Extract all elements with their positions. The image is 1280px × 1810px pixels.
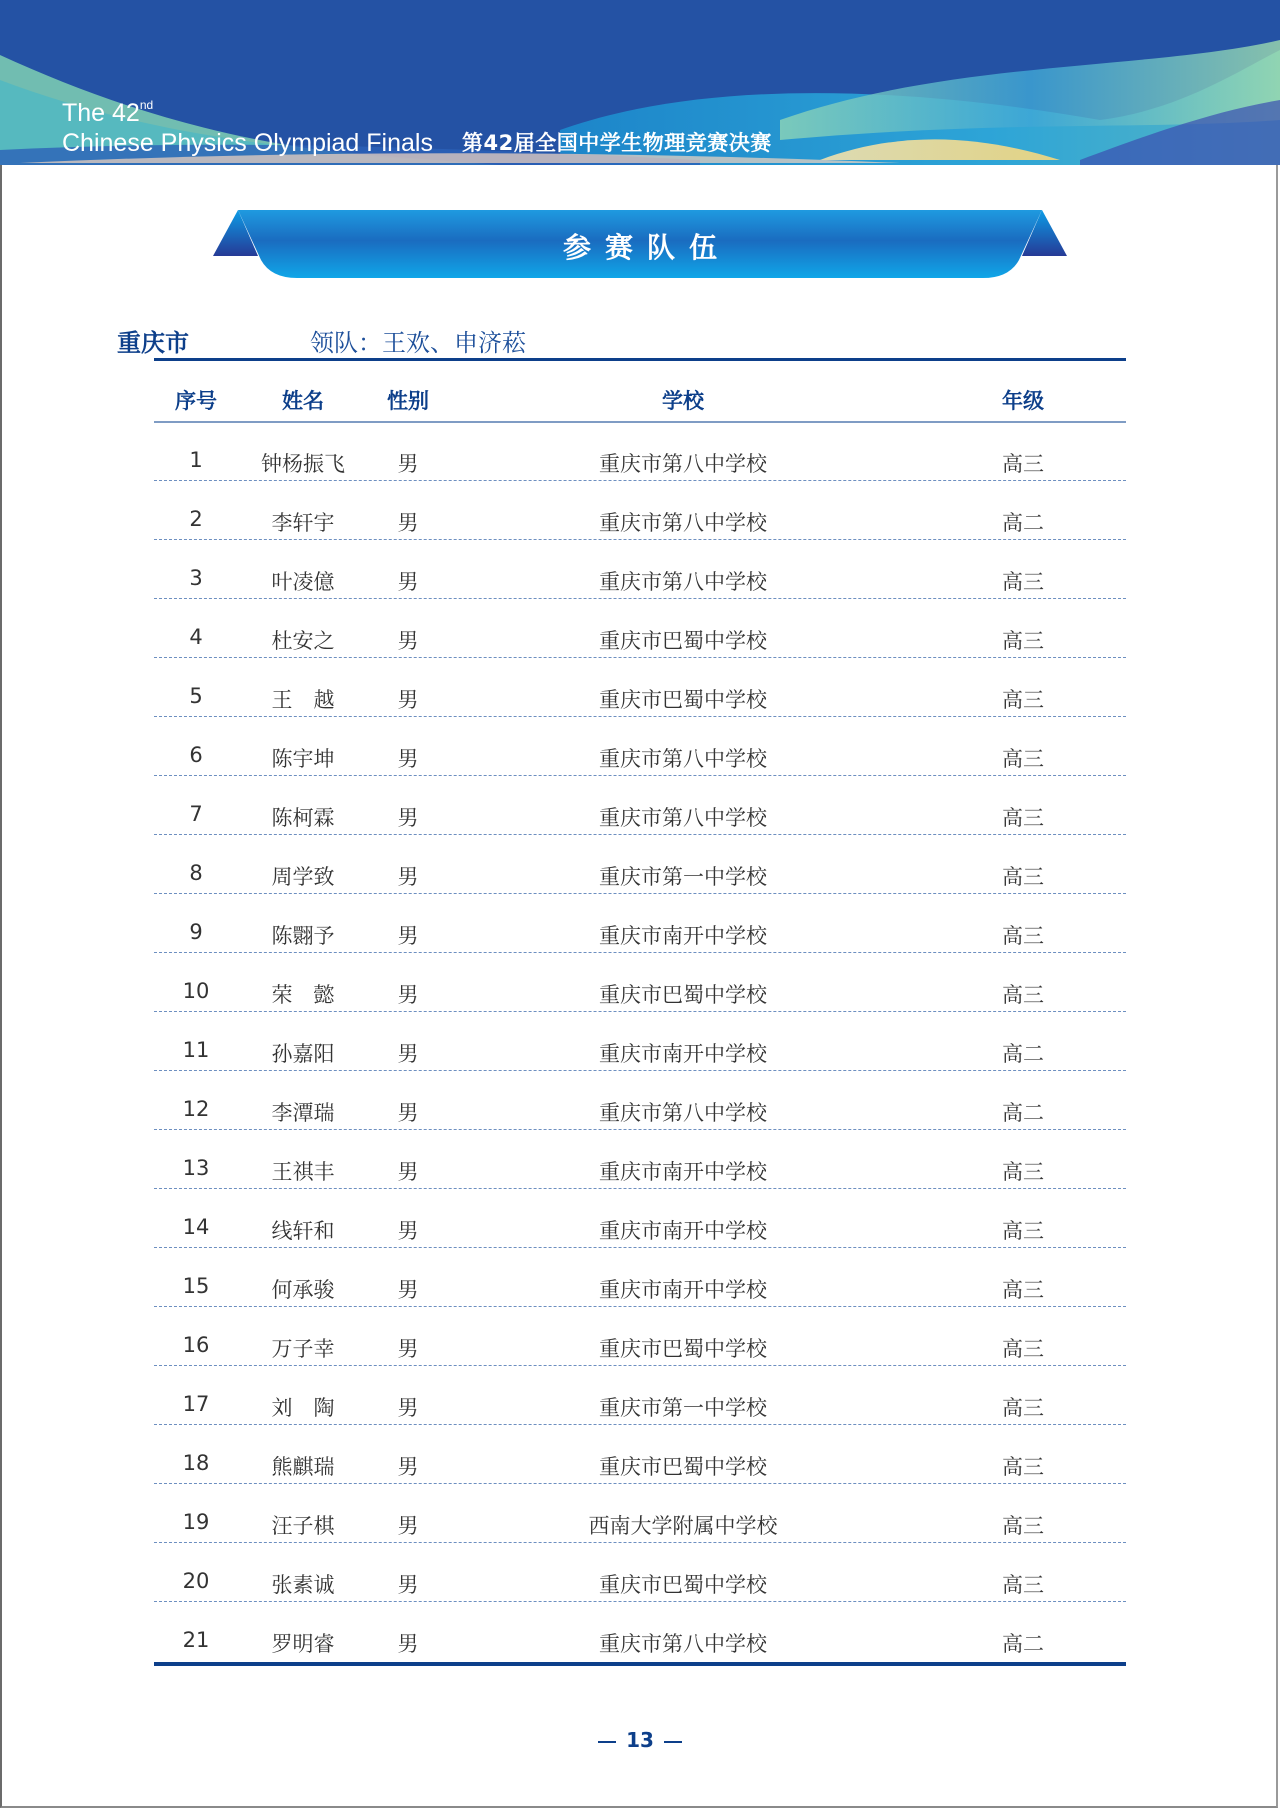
cell-index: 13: [182, 1156, 210, 1180]
col-header-index: 序号: [175, 389, 217, 413]
cell-school: 重庆市第八中学校: [599, 747, 767, 771]
row-divider: [154, 1011, 1126, 1012]
cell-index: 14: [182, 1215, 210, 1239]
table-row: [0, 1025, 1280, 1084]
ordinal-suffix: nd: [139, 98, 154, 112]
cell-index: 12: [182, 1097, 210, 1121]
cell-school: 重庆市南开中学校: [599, 1219, 767, 1243]
table-row: [0, 1202, 1280, 1261]
team-leader: 领队：王欢、申济菘: [310, 329, 526, 357]
row-divider: [154, 1188, 1126, 1189]
table-row: [0, 1379, 1280, 1438]
cell-index: 20: [182, 1569, 210, 1593]
row-divider: [154, 1542, 1126, 1543]
bottom-rule: [154, 1662, 1126, 1666]
cell-index: 19: [182, 1510, 210, 1534]
banner-chinese-title: 第42届全国中学生物理竞赛决赛: [462, 131, 772, 155]
cell-index: 18: [182, 1451, 210, 1475]
table-row: [0, 1261, 1280, 1320]
cell-name: 陈柯霖: [271, 806, 335, 830]
cell-school: 重庆市第一中学校: [599, 865, 767, 889]
table-row: [0, 1143, 1280, 1202]
cell-school: 重庆市第一中学校: [599, 1396, 767, 1420]
row-divider: [154, 775, 1126, 776]
cell-name: 钟杨振飞: [261, 452, 345, 476]
cell-name: 线轩和: [271, 1219, 335, 1243]
table-row: [0, 907, 1280, 966]
cell-school: 重庆市第八中学校: [599, 570, 767, 594]
cell-school: 重庆市南开中学校: [599, 1278, 767, 1302]
table-row: [0, 671, 1280, 730]
cell-grade: 高三: [1002, 747, 1044, 771]
cell-gender: 男: [397, 1160, 419, 1184]
col-header-grade: 年级: [1002, 389, 1044, 413]
col-header-gender: 性别: [387, 389, 429, 413]
banner-title-line2: Chinese Physics Olympiad Finals: [62, 129, 433, 157]
cell-school: 重庆市巴蜀中学校: [599, 688, 767, 712]
table-row: [0, 1320, 1280, 1379]
cell-index: 5: [189, 684, 203, 708]
row-divider: [154, 1483, 1126, 1484]
cell-grade: 高三: [1002, 806, 1044, 830]
row-divider: [154, 1070, 1126, 1071]
cell-gender: 男: [397, 924, 419, 948]
cell-school: 重庆市巴蜀中学校: [599, 1455, 767, 1479]
banner-english-title: [62, 90, 433, 158]
cell-index: 8: [189, 861, 203, 885]
cell-gender: 男: [397, 1573, 419, 1597]
cell-name: 李轩宇: [271, 511, 335, 535]
cell-grade: 高三: [1002, 1573, 1044, 1597]
cell-grade: 高三: [1002, 924, 1044, 948]
row-divider: [154, 657, 1126, 658]
section-title-ribbon: [213, 208, 1067, 280]
cell-school: 重庆市巴蜀中学校: [599, 983, 767, 1007]
cell-gender: 男: [397, 688, 419, 712]
cell-name: 张素诚: [271, 1573, 335, 1597]
cell-index: 11: [182, 1038, 210, 1062]
top-rule: [154, 358, 1126, 361]
cell-school: 重庆市第八中学校: [599, 1632, 767, 1656]
row-divider: [154, 539, 1126, 540]
table-row: [0, 553, 1280, 612]
table-row: [0, 730, 1280, 789]
cell-gender: 男: [397, 1278, 419, 1302]
cell-name: 何承骏: [271, 1278, 335, 1302]
banner-title-line1: The 42: [62, 99, 140, 127]
cell-name: 万子幸: [271, 1337, 335, 1361]
cell-gender: 男: [397, 570, 419, 594]
cell-school: 重庆市第八中学校: [599, 1101, 767, 1125]
table-row: [0, 1084, 1280, 1143]
cell-index: 15: [182, 1274, 210, 1298]
row-divider: [154, 480, 1126, 481]
cell-index: 16: [182, 1333, 210, 1357]
cell-school: 重庆市第八中学校: [599, 452, 767, 476]
cell-name: 王祺丰: [271, 1160, 335, 1184]
cell-name: 叶凌億: [271, 570, 335, 594]
cell-grade: 高三: [1002, 452, 1044, 476]
row-divider: [154, 1365, 1126, 1366]
cell-gender: 男: [397, 1632, 419, 1656]
cell-index: 1: [189, 448, 203, 472]
cell-grade: 高二: [1002, 1101, 1044, 1125]
table-row: [0, 1497, 1280, 1556]
cell-index: 2: [189, 507, 203, 531]
row-divider: [154, 1306, 1126, 1307]
cell-gender: 男: [397, 1514, 419, 1538]
cell-gender: 男: [397, 1455, 419, 1479]
table-row: [0, 435, 1280, 494]
cell-grade: 高三: [1002, 570, 1044, 594]
cell-name: 陈宇坤: [271, 747, 335, 771]
cell-name: 汪子棋: [271, 1514, 335, 1538]
cell-school: 重庆市南开中学校: [599, 1160, 767, 1184]
row-divider: [154, 598, 1126, 599]
cell-gender: 男: [397, 747, 419, 771]
cell-grade: 高三: [1002, 865, 1044, 889]
team-name: 重庆市: [117, 329, 189, 357]
cell-index: 7: [189, 802, 203, 826]
cell-index: 3: [189, 566, 203, 590]
table-row: [0, 612, 1280, 671]
cell-name: 王 越: [271, 688, 335, 712]
cell-gender: 男: [397, 1042, 419, 1066]
cell-gender: 男: [397, 452, 419, 476]
cell-name: 荣 懿: [271, 983, 335, 1007]
cell-index: 4: [189, 625, 203, 649]
table-row: [0, 848, 1280, 907]
cell-gender: 男: [397, 1219, 419, 1243]
cell-grade: 高三: [1002, 1219, 1044, 1243]
dash-left-icon: [598, 1741, 616, 1743]
row-divider: [154, 893, 1126, 894]
row-divider: [154, 834, 1126, 835]
cell-index: 17: [182, 1392, 210, 1416]
cell-name: 刘 陶: [271, 1396, 335, 1420]
col-header-name: 姓名: [282, 389, 324, 413]
cell-school: 重庆市巴蜀中学校: [599, 1337, 767, 1361]
col-header-school: 学校: [662, 389, 704, 413]
table-header: [0, 385, 1280, 415]
cell-index: 9: [189, 920, 203, 944]
cell-gender: 男: [397, 806, 419, 830]
cell-gender: 男: [397, 983, 419, 1007]
cell-name: 熊麒瑞: [271, 1455, 335, 1479]
cell-name: 孙嘉阳: [271, 1042, 335, 1066]
cell-gender: 男: [397, 629, 419, 653]
dash-right-icon: [664, 1741, 682, 1743]
table-row: [0, 1438, 1280, 1497]
cell-gender: 男: [397, 865, 419, 889]
cell-index: 10: [182, 979, 210, 1003]
cell-school: 重庆市南开中学校: [599, 924, 767, 948]
cell-school: 西南大学附属中学校: [588, 1514, 778, 1538]
cell-grade: 高三: [1002, 688, 1044, 712]
table-body: [0, 435, 1280, 1674]
cell-grade: 高三: [1002, 1455, 1044, 1479]
row-divider: [154, 1601, 1126, 1602]
row-divider: [154, 952, 1126, 953]
row-divider: [154, 1424, 1126, 1425]
cell-gender: 男: [397, 1396, 419, 1420]
cell-gender: 男: [397, 511, 419, 535]
table-row: [0, 1556, 1280, 1615]
page-number-value: 13: [626, 1728, 654, 1752]
header-rule: [154, 421, 1126, 423]
cell-school: 重庆市第八中学校: [599, 806, 767, 830]
cell-index: 21: [182, 1628, 210, 1652]
header-banner: [0, 0, 1280, 165]
cell-gender: 男: [397, 1337, 419, 1361]
cell-grade: 高三: [1002, 1278, 1044, 1302]
section-title: 参赛队伍: [562, 231, 731, 264]
cell-name: 周学致: [271, 865, 335, 889]
cell-grade: 高三: [1002, 1396, 1044, 1420]
cell-grade: 高三: [1002, 629, 1044, 653]
row-divider: [154, 1129, 1126, 1130]
table-row: [0, 494, 1280, 553]
cell-grade: 高三: [1002, 1337, 1044, 1361]
cell-name: 杜安之: [271, 629, 335, 653]
cell-grade: 高二: [1002, 511, 1044, 535]
cell-name: 陈翾予: [271, 924, 335, 948]
cell-grade: 高三: [1002, 1160, 1044, 1184]
row-divider: [154, 716, 1126, 717]
cell-index: 6: [189, 743, 203, 767]
cell-gender: 男: [397, 1101, 419, 1125]
cell-grade: 高二: [1002, 1632, 1044, 1656]
page-number: [0, 1728, 1280, 1752]
cell-school: 重庆市巴蜀中学校: [599, 1573, 767, 1597]
cell-grade: 高二: [1002, 1042, 1044, 1066]
cell-school: 重庆市巴蜀中学校: [599, 629, 767, 653]
cell-name: 李潭瑞: [271, 1101, 335, 1125]
cell-name: 罗明睿: [271, 1632, 335, 1656]
cell-grade: 高三: [1002, 1514, 1044, 1538]
row-divider: [154, 1247, 1126, 1248]
cell-grade: 高三: [1002, 983, 1044, 1007]
table-row: [0, 966, 1280, 1025]
cell-school: 重庆市第八中学校: [599, 511, 767, 535]
cell-school: 重庆市南开中学校: [599, 1042, 767, 1066]
table-row: [0, 789, 1280, 848]
